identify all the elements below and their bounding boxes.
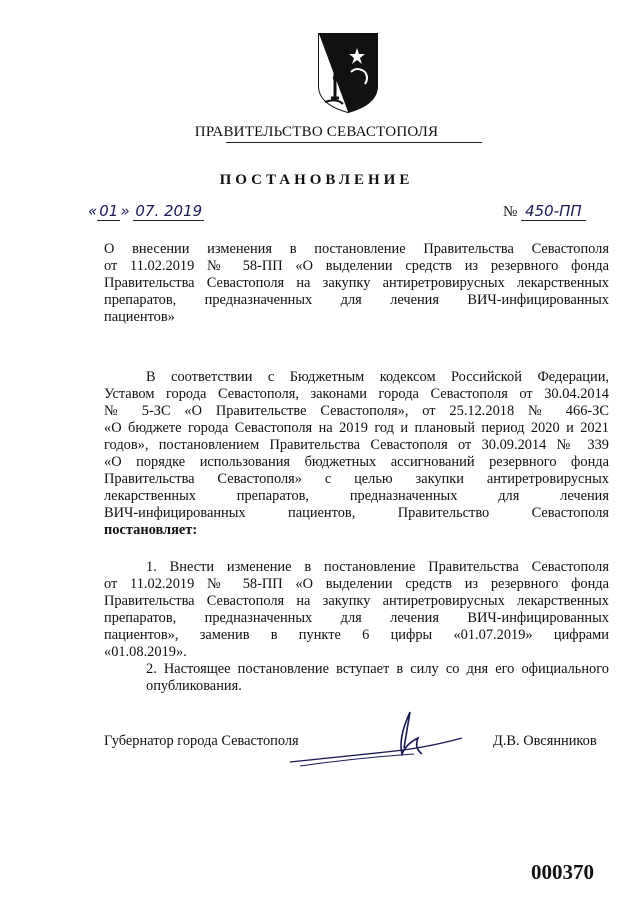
item1-line: 1. Внести изменение в постановление Правительства Севастополя xyxy=(146,559,609,575)
item1-line: препаратов, предназначенных для лечения ВИЧ-инфицированных xyxy=(104,610,609,626)
subject-line: пациентов» xyxy=(104,309,175,325)
number-sign: № xyxy=(503,204,518,220)
item1-line: Правительства Севастополя на закупку антиретровирусных лекарственных xyxy=(104,593,609,609)
legal-basis-paragraph xyxy=(104,369,609,539)
document-date xyxy=(88,202,204,221)
basis-line: ВИЧ-инфицированных пациентов, Правительство Севастополя xyxy=(104,505,609,521)
item1-line: от 11.02.2019 № 58-ПП «О выделении средств из резервного фонда xyxy=(104,576,609,592)
basis-line: «О бюджете города Севастополя на 2019 год и плановый период 2020 и 2021 xyxy=(104,420,609,436)
handwritten-signature-icon xyxy=(286,708,466,768)
signatory-role: Губернатор города Севастополя xyxy=(104,733,299,749)
document-type-title: ПОСТАНОВЛЕНИЕ xyxy=(219,172,414,188)
subject-line: О внесении изменения в постановление Правительства Севастополя xyxy=(104,241,609,257)
header-rule xyxy=(226,142,482,143)
item2-line: 2. Настоящее постановление вступает в силу со дня его официального xyxy=(146,661,609,677)
document-serial-code: 000370 xyxy=(531,860,594,884)
document-subject xyxy=(104,241,609,326)
decree-item-1 xyxy=(104,559,609,661)
subject-line: Правительства Севастополя на закупку антиретровирусных лекарственных xyxy=(104,275,609,291)
decree-item-2 xyxy=(104,661,609,695)
basis-line: «О порядке использования бюджетных ассигнований резервного фонда xyxy=(104,454,609,470)
number-value: 450-ПП xyxy=(521,202,586,221)
government-name: ПРАВИТЕЛЬСТВО СЕВАСТОПОЛЯ xyxy=(194,124,439,140)
sevastopol-coat-of-arms-icon xyxy=(317,32,379,114)
item1-line: «01.08.2019». xyxy=(104,644,187,660)
item2-line: опубликования. xyxy=(146,678,242,694)
basis-line: № 5-ЗС «О Правительстве Севастополя», от 25.12.2018 № 466-ЗС xyxy=(104,403,609,419)
signatory-name: Д.В. Овсянников xyxy=(493,733,597,749)
document-number xyxy=(503,202,586,221)
basis-line: Уставом города Севастополя, законами города Севастополя от 30.04.2014 xyxy=(104,386,609,402)
basis-line: Правительства Севастополя» с целью закупки антиретровирусных xyxy=(104,471,609,487)
date-close-quote: » xyxy=(120,202,130,220)
subject-line: препаратов, предназначенных для лечения ВИЧ-инфицированных xyxy=(104,292,609,308)
basis-line: лекарственных препаратов, предназначенных для лечения xyxy=(104,488,609,504)
date-month-year: 07. 2019 xyxy=(135,202,203,220)
item1-line: пациентов», заменив в пункте 6 цифры «01.07.2019» цифрами xyxy=(104,627,609,643)
date-day: 01 xyxy=(99,202,119,220)
basis-line: В соответствии с Бюджетным кодексом Российской Федерации, xyxy=(146,369,609,385)
decree-word: постановляет: xyxy=(104,522,198,538)
basis-line: годов», постановлением Правительства Севастополя от 30.09.2014 № 339 xyxy=(104,437,609,453)
date-open-quote: « xyxy=(88,202,98,220)
subject-line: от 11.02.2019 № 58-ПП «О выделении средств из резервного фонда xyxy=(104,258,609,274)
